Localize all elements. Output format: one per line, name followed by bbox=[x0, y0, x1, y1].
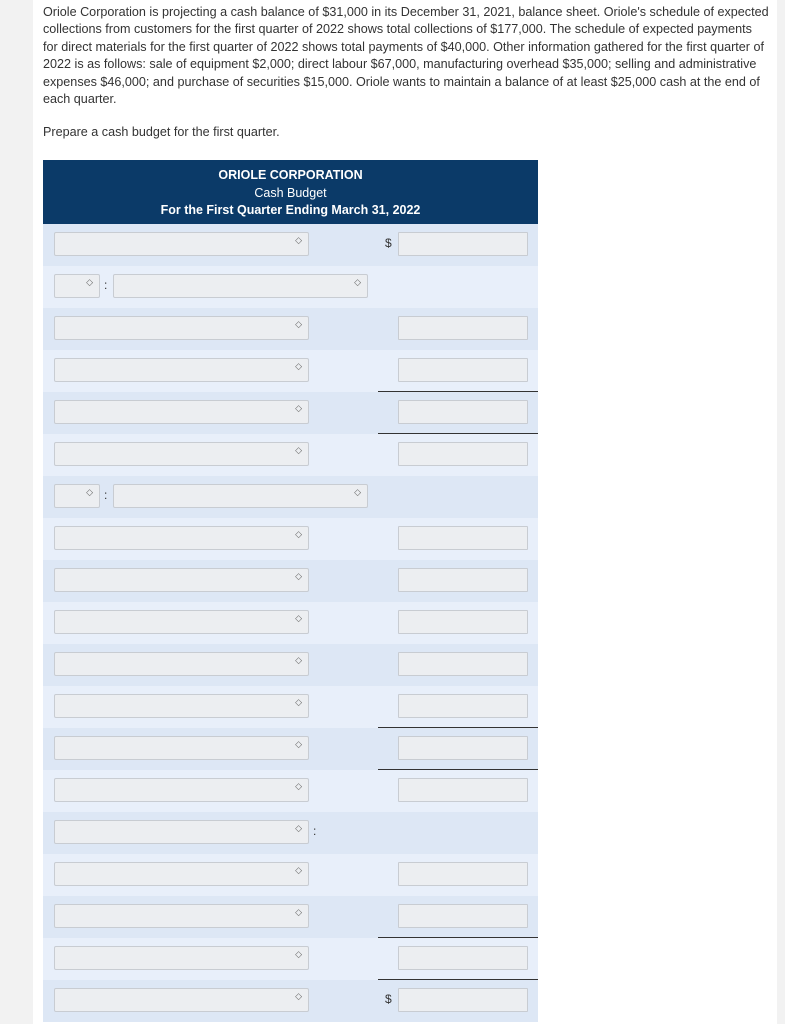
budget-row-19 bbox=[43, 980, 538, 1022]
row-5-amount-input[interactable] bbox=[398, 400, 528, 424]
row-13-item-select[interactable] bbox=[54, 736, 309, 760]
budget-row-15 bbox=[43, 812, 538, 854]
colon: : bbox=[313, 824, 317, 838]
row-4-amount-input[interactable] bbox=[398, 358, 528, 382]
row-19-item-select[interactable] bbox=[54, 988, 309, 1012]
problem-text: Oriole Corporation is projecting a cash balance of $31,000 in its December 31, 2021, balance sheet. Oriole's schedule of expected collections from customers for the first quarter of 2022 shows total collections of $177,000. The schedule of expected payments for direct materials for the first quarter of 2022 shows total payments of $40,000. Other information gathered for the first quarter of 2022 is as follows: sale of equipment $2,000; direct labour $67,000, manufacturing overhead $35,000; selling and administrative expenses $46,000; and purchase of securities $15,000. Oriole wants to maintain a balance of at least $25,000 cash at the end of each quarter. bbox=[43, 5, 769, 107]
budget-row-5 bbox=[43, 392, 538, 434]
dollar-sign: $ bbox=[385, 236, 392, 250]
budget-row-18 bbox=[43, 938, 538, 980]
row-17-amount-input[interactable] bbox=[398, 904, 528, 928]
row-9-amount-input[interactable] bbox=[398, 568, 528, 592]
budget-row-8 bbox=[43, 518, 538, 560]
row-13-amount-input[interactable] bbox=[398, 736, 528, 760]
chevron-updown-icon: ◇ bbox=[354, 487, 361, 497]
chevron-updown-icon: ◇ bbox=[295, 403, 302, 413]
company-name: ORIOLE CORPORATION bbox=[218, 168, 363, 182]
row-8-item-select[interactable] bbox=[54, 526, 309, 550]
row-18-amount-input[interactable] bbox=[398, 946, 528, 970]
budget-row-6 bbox=[43, 434, 538, 476]
budget-header bbox=[43, 160, 538, 224]
row-8-amount-input[interactable] bbox=[398, 526, 528, 550]
chevron-updown-icon: ◇ bbox=[295, 949, 302, 959]
chevron-updown-icon: ◇ bbox=[295, 991, 302, 1001]
budget-row-9 bbox=[43, 560, 538, 602]
row-6-amount-input[interactable] bbox=[398, 442, 528, 466]
chevron-updown-icon: ◇ bbox=[295, 235, 302, 245]
row-10-amount-input[interactable] bbox=[398, 610, 528, 634]
row-11-amount-input[interactable] bbox=[398, 652, 528, 676]
chevron-updown-icon: ◇ bbox=[354, 277, 361, 287]
chevron-updown-icon: ◇ bbox=[295, 823, 302, 833]
row-7-item-select[interactable] bbox=[113, 484, 368, 508]
instruction-text: Prepare a cash budget for the first quarter. bbox=[43, 125, 280, 139]
row-2-prefix-select[interactable] bbox=[54, 274, 100, 298]
budget-period: For the First Quarter Ending March 31, 2022 bbox=[160, 203, 421, 217]
dollar-sign: $ bbox=[385, 992, 392, 1006]
row-12-item-select[interactable] bbox=[54, 694, 309, 718]
row-1-amount-input[interactable] bbox=[398, 232, 528, 256]
row-7-prefix-select[interactable] bbox=[54, 484, 100, 508]
row-10-item-select[interactable] bbox=[54, 610, 309, 634]
row-11-item-select[interactable] bbox=[54, 652, 309, 676]
row-3-item-select[interactable] bbox=[54, 316, 309, 340]
row-19-amount-input[interactable] bbox=[398, 988, 528, 1012]
budget-row-7 bbox=[43, 476, 538, 518]
row-1-item-select[interactable] bbox=[54, 232, 309, 256]
budget-row-11 bbox=[43, 644, 538, 686]
row-3-amount-input[interactable] bbox=[398, 316, 528, 340]
budget-row-17 bbox=[43, 896, 538, 938]
chevron-updown-icon: ◇ bbox=[295, 445, 302, 455]
budget-title: Cash Budget bbox=[254, 185, 327, 200]
chevron-updown-icon: ◇ bbox=[295, 529, 302, 539]
budget-row-10 bbox=[43, 602, 538, 644]
page bbox=[33, 0, 777, 1024]
row-16-amount-input[interactable] bbox=[398, 862, 528, 886]
row-14-amount-input[interactable] bbox=[398, 778, 528, 802]
row-15-item-select[interactable] bbox=[54, 820, 309, 844]
budget-row-14 bbox=[43, 770, 538, 812]
row-14-item-select[interactable] bbox=[54, 778, 309, 802]
chevron-updown-icon: ◇ bbox=[295, 697, 302, 707]
chevron-updown-icon: ◇ bbox=[295, 781, 302, 791]
chevron-updown-icon: ◇ bbox=[295, 361, 302, 371]
row-6-item-select[interactable] bbox=[54, 442, 309, 466]
chevron-updown-icon: ◇ bbox=[295, 319, 302, 329]
row-18-item-select[interactable] bbox=[54, 946, 309, 970]
colon: : bbox=[104, 278, 108, 292]
budget-row-1 bbox=[43, 224, 538, 266]
budget-row-12 bbox=[43, 686, 538, 728]
row-16-item-select[interactable] bbox=[54, 862, 309, 886]
budget-row-4 bbox=[43, 350, 538, 392]
cash-budget-table bbox=[43, 160, 538, 1022]
budget-row-13 bbox=[43, 728, 538, 770]
row-5-item-select[interactable] bbox=[54, 400, 309, 424]
chevron-updown-icon: ◇ bbox=[86, 277, 93, 287]
chevron-updown-icon: ◇ bbox=[295, 865, 302, 875]
budget-row-2 bbox=[43, 266, 538, 308]
budget-row-16 bbox=[43, 854, 538, 896]
chevron-updown-icon: ◇ bbox=[295, 655, 302, 665]
row-4-item-select[interactable] bbox=[54, 358, 309, 382]
colon: : bbox=[104, 488, 108, 502]
row-2-item-select[interactable] bbox=[113, 274, 368, 298]
row-12-amount-input[interactable] bbox=[398, 694, 528, 718]
chevron-updown-icon: ◇ bbox=[295, 739, 302, 749]
row-9-item-select[interactable] bbox=[54, 568, 309, 592]
chevron-updown-icon: ◇ bbox=[295, 571, 302, 581]
chevron-updown-icon: ◇ bbox=[295, 907, 302, 917]
chevron-updown-icon: ◇ bbox=[86, 487, 93, 497]
chevron-updown-icon: ◇ bbox=[295, 613, 302, 623]
budget-row-3 bbox=[43, 308, 538, 350]
row-17-item-select[interactable] bbox=[54, 904, 309, 928]
